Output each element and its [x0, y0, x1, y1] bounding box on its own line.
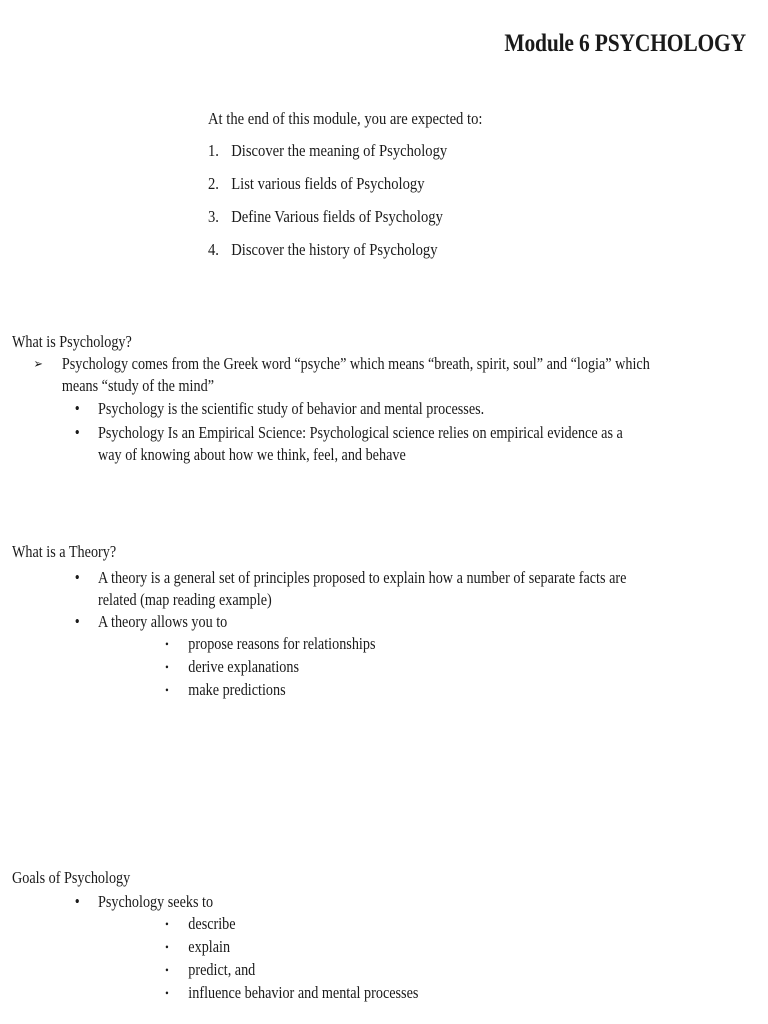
section-what-is-psychology: [12, 331, 768, 466]
objective-item: [208, 173, 482, 206]
arrow-bullet-icon: ➢: [33, 356, 43, 371]
sub-bullet-icon: •: [165, 683, 169, 697]
list-item: [12, 567, 768, 611]
section-heading: What is Psychology?: [12, 332, 132, 351]
sub-list-item-text: describe: [188, 914, 236, 933]
objective-text: List various fields of Psychology: [231, 174, 425, 193]
bullet-icon: •: [74, 423, 80, 442]
objective-number: 4.: [208, 240, 219, 259]
arrow-item-line: Psychology comes from the Greek word “psyche” which means “breath, spirit, soul” and “logia” which: [61, 354, 650, 373]
bullet-icon: •: [74, 399, 80, 418]
arrow-list-item: [12, 353, 750, 397]
objectives-intro: At the end of this module, you are expected to:: [208, 109, 483, 128]
sub-bullet-icon: •: [165, 637, 169, 651]
list-item-text: Psychology Is an Empirical Science: Psychological science relies on empirical evidence as a: [98, 423, 623, 442]
bullet-icon: •: [74, 892, 80, 911]
section-heading: Goals of Psychology: [12, 868, 131, 887]
list-item-text: way of knowing about how we think, feel, and behave: [98, 445, 406, 464]
objective-number: 1.: [208, 141, 219, 160]
list-item: [12, 422, 768, 466]
objective-text: Discover the history of Psychology: [231, 240, 438, 259]
sub-list-item-text: predict, and: [188, 960, 256, 979]
objective-text: Define Various fields of Psychology: [231, 207, 443, 226]
section-heading: What is a Theory?: [12, 542, 117, 561]
objective-text: Discover the meaning of Psychology: [231, 141, 448, 160]
objective-item: [208, 239, 482, 272]
sub-list-item-text: propose reasons for relationships: [188, 634, 376, 653]
objective-number: 2.: [208, 174, 219, 193]
objectives-list: [208, 140, 482, 272]
sub-list-item: [12, 913, 768, 936]
list-item-text: A theory is a general set of principles proposed to explain how a number of separate facts are: [98, 568, 627, 587]
list-item-text: related (map reading example): [98, 590, 272, 609]
page-title: Module 6 PSYCHOLOGY: [504, 30, 746, 57]
sub-list-item: [12, 656, 768, 679]
sub-list-item-text: derive explanations: [188, 657, 300, 676]
sub-list-item: [12, 959, 768, 982]
list-item-text: Psychology is the scientific study of behavior and mental processes.: [98, 399, 485, 418]
sub-bullet-icon: •: [165, 986, 169, 1000]
objectives-block: [208, 108, 482, 272]
list-item-text: A theory allows you to: [98, 612, 228, 631]
list-item: [12, 398, 768, 420]
bullet-icon: •: [74, 612, 80, 631]
section-goals-of-psychology: [12, 867, 768, 1005]
objective-item: [208, 206, 482, 239]
objective-number: 3.: [208, 207, 219, 226]
sub-list-item: [12, 633, 768, 656]
sub-bullet-icon: •: [165, 940, 169, 954]
sub-bullet-icon: •: [165, 660, 169, 674]
bullet-icon: •: [74, 568, 80, 587]
section-what-is-a-theory: [12, 541, 768, 702]
objective-item: [208, 140, 482, 173]
sub-bullet-icon: •: [165, 917, 169, 931]
sub-list-item: [12, 679, 768, 702]
sub-list-item: [12, 982, 768, 1005]
sub-list-item-text: influence behavior and mental processes: [188, 983, 419, 1002]
list-item-text: Psychology seeks to: [98, 892, 214, 911]
arrow-item-line: means “study of the mind”: [61, 376, 215, 395]
sub-list-item-text: explain: [188, 937, 231, 956]
list-item: [12, 611, 768, 633]
sub-list-item: [12, 936, 768, 959]
sub-list-item-text: make predictions: [188, 680, 286, 699]
list-item: [12, 891, 768, 913]
sub-bullet-icon: •: [165, 963, 169, 977]
